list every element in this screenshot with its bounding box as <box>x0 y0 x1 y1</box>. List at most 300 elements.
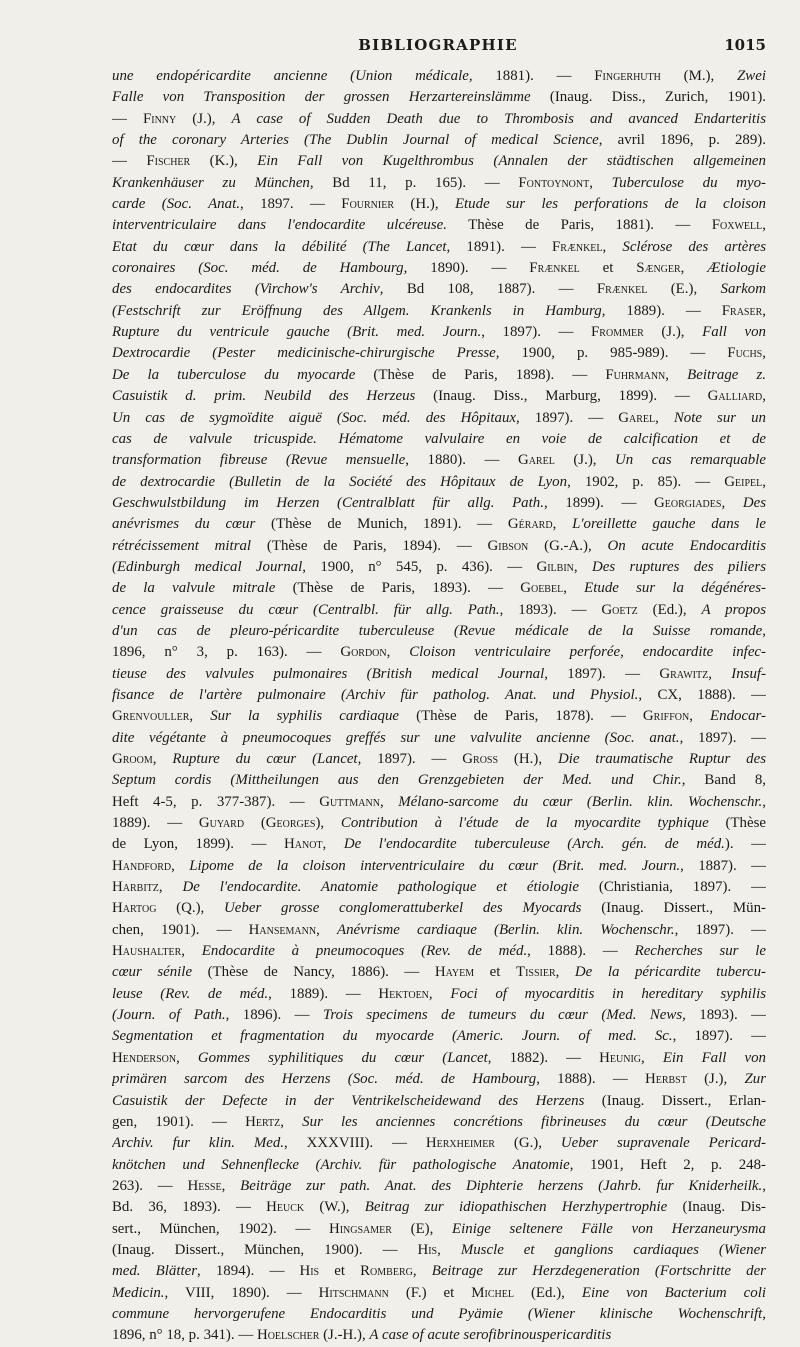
author-name: Hartog <box>112 900 157 917</box>
citation-detail: — <box>112 110 143 127</box>
author-name: Goetz <box>601 601 638 618</box>
citation-detail: , <box>762 302 766 319</box>
author-name: Fraser <box>721 302 763 319</box>
citation-detail: , <box>762 1305 766 1322</box>
text-line <box>112 258 766 279</box>
text-line <box>112 472 766 493</box>
citation-detail: , 1893). — <box>499 601 602 618</box>
work-title: Medicin. <box>112 1284 165 1301</box>
citation-detail: , <box>280 1113 303 1130</box>
author-name: Georgiades <box>654 494 722 511</box>
page-header <box>110 36 766 60</box>
author-name: Hektoen <box>378 985 429 1002</box>
work-title: de la valvule mitrale <box>112 580 276 597</box>
citation-detail: (Ed.), <box>513 1284 582 1301</box>
citation-detail: (J.-H.), <box>319 1327 370 1344</box>
citation-detail: , 1897). — <box>672 1028 766 1045</box>
citation-detail: (E.), <box>647 281 721 298</box>
text-line <box>112 1219 766 1240</box>
author-name: Frænkel <box>529 260 580 277</box>
citation-detail: , 1897). — <box>481 324 592 341</box>
text-line <box>112 1048 766 1069</box>
work-title: De l'endocardite. Anatomie pathologique et étiologie <box>182 879 580 896</box>
work-title: Archiv. fur klin. Med. <box>112 1135 285 1152</box>
work-title: Beitrage z. <box>687 366 766 383</box>
citation-detail: (J.), <box>176 110 232 127</box>
text-line <box>112 728 766 749</box>
work-title: On acute Endocarditis <box>607 537 766 554</box>
work-title: Sur les anciennes concrétions fibrineuses du cœur (Deutsche <box>302 1113 766 1130</box>
citation-detail: (Inaug. Dissert., Erlan- <box>584 1092 766 1109</box>
work-title: une endopéricardite ancienne (Union médicale, <box>112 68 496 84</box>
work-title: L'oreillette gauche dans le <box>572 516 766 533</box>
citation-detail: , <box>680 260 708 277</box>
citation-detail: (Thèse de Munich, 1891). — <box>255 516 508 533</box>
text-line <box>112 130 766 151</box>
citation-detail: , <box>762 1177 766 1194</box>
citation-detail: (Thèse de Paris, 1894). — <box>251 537 488 554</box>
author-name: Herbst <box>644 1071 687 1088</box>
work-title: A case of acute serofibrinouspericarditis <box>369 1327 612 1344</box>
text-line <box>112 429 766 450</box>
work-title: Sur la syphilis cardiaque <box>210 708 400 725</box>
citation-detail: , <box>181 943 202 960</box>
work-title: Die traumatische Ruptur des <box>557 751 766 767</box>
work-title: A propos <box>701 601 766 618</box>
author-name: Handford <box>112 857 172 874</box>
author-name: Groom <box>112 751 153 767</box>
text-line <box>112 279 766 300</box>
text-line <box>112 1133 766 1154</box>
text-line <box>112 1283 766 1304</box>
citation-detail: (Inaug. Dis- <box>667 1199 766 1216</box>
author-name: Sænger <box>636 260 681 277</box>
text-line <box>112 792 766 813</box>
citation-detail: , <box>428 985 451 1002</box>
work-title: Etude sur la dégénéres- <box>584 580 766 597</box>
citation-detail: (Inaug. Dissert., Mün- <box>581 900 766 917</box>
work-title: coronaires (Soc. méd. de Hambourg <box>112 260 404 277</box>
citation-detail: (Q.), <box>156 900 225 917</box>
author-name: Gérard <box>507 516 553 533</box>
citation-detail: (K.), <box>190 153 258 170</box>
work-title: (Festschrift zur Eröffnung des Allgem. Krankenls in Hamburg <box>112 302 602 319</box>
text-line <box>112 365 766 386</box>
author-name: Heuck <box>266 1199 305 1216</box>
work-title: Muscle et ganglions cardiaques (Wiener <box>460 1241 766 1258</box>
page-number: 1015 <box>724 36 766 54</box>
citation-detail: , Band 8, <box>681 772 766 789</box>
work-title: Casuistik der Defecte in der Ventrikelscheidewand des Herzens <box>112 1092 585 1109</box>
text-line <box>112 173 766 194</box>
author-name: Fuchs <box>727 345 763 362</box>
work-title: (Edinburgh medical Journal <box>112 558 303 575</box>
author-name: Harbitz <box>112 879 159 896</box>
citation-detail: de Lyon, 1899). — <box>112 836 284 853</box>
citation-detail: , 1896). — <box>225 1007 323 1024</box>
work-title: Tuberculose du myo- <box>611 174 766 191</box>
work-title: des endocardites (Virchow's Archiv <box>112 281 380 298</box>
citation-detail: , 1897). — <box>544 665 660 682</box>
text-line <box>112 1005 766 1026</box>
citation-detail: , 1889). — <box>601 302 722 319</box>
work-title: De la tuberculose du myocarde <box>112 366 356 383</box>
text-line <box>112 1197 766 1218</box>
work-title: Anévrisme cardiaque (Berlin. klin. Wochenschr. <box>337 921 675 938</box>
citation-detail: , <box>563 580 585 597</box>
citation-detail: , <box>762 793 766 810</box>
citation-detail: , <box>176 1049 198 1066</box>
author-name: Frommer <box>591 324 644 341</box>
text-line <box>112 1325 766 1346</box>
citation-detail: , 1882). — <box>487 1049 600 1066</box>
citation-detail: , <box>171 857 190 874</box>
text-line <box>112 664 766 685</box>
citation-detail: , <box>386 644 410 661</box>
citation-detail: Bd. 36, 1893). — <box>112 1199 267 1216</box>
text-line <box>112 343 766 364</box>
citation-detail: , 1899). — <box>543 494 655 511</box>
work-title: primären sarcom des Herzens (Soc. méd. de Hambourg <box>112 1071 537 1088</box>
author-name: Frænkel <box>596 281 648 298</box>
author-name: Hitschmann <box>318 1284 389 1301</box>
citation-detail: , <box>437 1241 461 1258</box>
text-line <box>112 813 766 834</box>
citation-detail: (M.), <box>660 68 738 84</box>
citation-detail: (Thèse <box>708 815 766 832</box>
citation-detail: , <box>322 836 344 853</box>
work-title: fisance de l'artère pulmonaire (Archiv für patholog. Anat. und Physiol. <box>112 686 639 703</box>
work-title: Recherches sur le <box>634 943 766 960</box>
citation-detail: , 1893). — <box>682 1007 766 1024</box>
text-line <box>112 685 766 706</box>
author-name: Geipel <box>724 473 763 490</box>
work-title: Insuf- <box>731 665 766 682</box>
citation-detail: (Ed.), <box>637 601 702 618</box>
citation-detail: , <box>721 494 743 511</box>
author-name: Hanot <box>284 836 323 853</box>
text-line <box>112 600 766 621</box>
author-name: Gross <box>462 751 499 767</box>
author-name: Hingsamer <box>328 1220 392 1237</box>
author-name: Fingerhuth <box>594 68 661 84</box>
citation-detail: , <box>762 388 766 405</box>
citation-detail: , 1887). — <box>680 857 766 874</box>
citation-detail: , 1900, n° 545, p. 436). — <box>302 558 537 575</box>
work-title: Beitrage zur Herzdegeneration (Fortschritte der <box>431 1263 766 1280</box>
work-title: Zwei <box>737 68 766 84</box>
work-title: Mélano-sarcome du cœur (Berlin. klin. Wochenschr. <box>398 793 763 810</box>
text-line <box>112 1069 766 1090</box>
citation-detail: et <box>474 964 516 981</box>
author-name: Finny <box>142 110 177 127</box>
work-title: Ætiologie <box>707 260 766 277</box>
work-title: rétrécissement mitral <box>112 537 252 554</box>
text-line <box>112 557 766 578</box>
work-title: Fall von <box>702 324 766 341</box>
citation-detail: , <box>641 1049 663 1066</box>
text-line <box>112 941 766 962</box>
citation-detail: , 1894). — <box>197 1263 300 1280</box>
text-line <box>112 898 766 919</box>
author-name: Hesse <box>187 1177 222 1194</box>
citation-detail: , <box>689 708 711 725</box>
work-title: of the coronary Arteries (The Dublin Journal of medical Science <box>112 132 599 149</box>
citation-detail: (Inaug. Dissert., München, 1900). — <box>112 1241 418 1258</box>
author-name: Tissier <box>515 964 556 981</box>
work-title: Contribution à l'étude de la myocardite typhique <box>340 815 709 832</box>
citation-detail: , avril 1896, p. 289). <box>598 132 766 149</box>
text-line <box>112 770 766 791</box>
citation-detail: , <box>762 622 766 639</box>
citation-detail: (Inaug. Diss., Zurich, 1901). <box>530 89 766 106</box>
citation-detail: , <box>316 921 337 938</box>
citation-detail: , 1888). — <box>527 943 635 960</box>
author-name: Grenvouller <box>112 708 190 725</box>
work-title: de dextrocardie (Bulletin de la Société des Hôpitaux de Lyon <box>112 473 568 490</box>
work-title: Segmentation et fragmentation du myocarde (Americ. Journ. of med. Sc. <box>112 1028 673 1045</box>
text-line <box>112 1261 766 1282</box>
work-title: Ueber grosse conglomerattuberkel des Myocards <box>224 900 582 917</box>
text-line <box>112 322 766 343</box>
work-title: Einige seltenere Fälle von Herzaneurysma <box>452 1220 766 1237</box>
work-title: dite végétante à pneumocoques greffés sur une valvulite ancienne (Soc. anat. <box>112 729 680 746</box>
author-name: Henderson <box>112 1049 177 1066</box>
work-title: med. Blätter <box>112 1263 198 1280</box>
citation-detail: (J.), <box>643 324 703 341</box>
work-title: Ueber supravenale Pericard- <box>560 1135 766 1152</box>
author-name: Guttmann <box>319 793 380 810</box>
work-title: Gommes syphilitiques du cœur (Lancet <box>197 1049 488 1066</box>
work-title: anévrismes du cœur <box>112 516 256 533</box>
text-line <box>112 834 766 855</box>
work-title: tieuse des valvules pulmonaires (British medical Journal <box>112 665 545 682</box>
author-name: Hayem <box>434 964 475 981</box>
text-line <box>112 536 766 557</box>
text-line <box>112 1176 766 1197</box>
citation-detail: , <box>573 558 592 575</box>
text-line <box>112 984 766 1005</box>
citation-detail: , 1902, p. 85). — <box>567 473 725 490</box>
text-line <box>112 215 766 236</box>
text-line <box>112 301 766 322</box>
citation-detail: (E), <box>391 1220 453 1237</box>
author-name: Garel <box>618 409 656 426</box>
text-line <box>112 1155 766 1176</box>
work-title: cœur sénile <box>112 964 193 981</box>
work-title: Ein Fall von Kugelthrombus (Annalen der städtischen allgemeinen <box>257 153 766 170</box>
text-line <box>112 642 766 663</box>
citation-detail: chen, 1901). — <box>112 921 249 938</box>
citation-detail: , 1888). — <box>536 1071 645 1088</box>
citation-detail: , Bd 11, p. 165). — <box>309 174 519 191</box>
citation-detail: Heft 4-5, p. 377-387). — <box>112 793 320 810</box>
text-line <box>112 386 766 407</box>
work-title: Cloison ventriculaire perforée, endocardite infec- <box>409 644 766 661</box>
citation-detail: (Inaug. Diss., Marburg, 1899). — <box>415 388 708 405</box>
author-name: Michel <box>471 1284 514 1301</box>
text-line <box>112 621 766 642</box>
work-title: d'un cas de pleuro-péricardite tuberculeuse (Revue médicale de la Suisse romande <box>112 622 763 639</box>
work-title: (Journ. of Path. <box>112 1007 226 1024</box>
citation-detail: , <box>412 1263 432 1280</box>
author-name: Fontoynont <box>518 174 590 191</box>
text-line <box>112 408 766 429</box>
work-title: Foci of myocarditis in hereditary syphilis <box>450 985 766 1002</box>
author-name: Garel <box>517 452 555 469</box>
citation-detail: (J.), <box>554 452 616 469</box>
citation-detail: (J.), <box>686 1071 745 1088</box>
citation-detail: , <box>555 964 575 981</box>
citation-detail: gen, 1901). — <box>112 1113 246 1130</box>
work-title: Des ruptures des piliers <box>591 558 766 575</box>
citation-detail: , <box>655 409 674 426</box>
work-title: Sclérose des artères <box>622 238 766 255</box>
work-title: leuse (Rev. de méd. <box>112 985 269 1002</box>
citation-detail: , <box>189 708 211 725</box>
author-name: Gilbin <box>536 558 574 575</box>
text-line <box>112 749 766 770</box>
citation-detail: , 1897. — <box>239 196 342 213</box>
author-name: Hertz <box>245 1113 281 1130</box>
work-title: Un cas de sygmoïdite aiguë (Soc. méd. des Hôpitaux <box>112 409 517 426</box>
citation-detail: , 1897). — <box>674 921 766 938</box>
bibliography-text <box>112 66 766 1347</box>
author-name: His <box>417 1241 438 1258</box>
text-line <box>112 194 766 215</box>
citation-detail: , <box>158 879 183 896</box>
citation-detail: 1896, n° 18, p. 341). — <box>112 1327 257 1344</box>
text-line <box>112 1091 766 1112</box>
author-name: Hansemann <box>248 921 317 938</box>
work-title: Lipome de la cloison interventriculaire du cœur (Brit. med. Journ. <box>189 857 681 874</box>
text-line <box>112 514 766 535</box>
text-line <box>112 151 766 172</box>
citation-detail: , XXXVIII). — <box>284 1135 426 1152</box>
work-title: Geschwulstbildung im Herzen (Centralblatt für allg. Path. <box>112 494 544 511</box>
author-name: Galliard <box>707 388 763 405</box>
author-name: Romberg <box>360 1263 413 1280</box>
work-title: transformation fibreuse (Revue mensuelle <box>112 452 406 469</box>
citation-detail: , Bd 108, 1887). — <box>379 281 597 298</box>
citation-detail: (F.) et <box>388 1284 472 1301</box>
citation-detail: (Thèse de Paris, 1878). — <box>399 708 643 725</box>
citation-detail: (G.-A.), <box>528 537 608 554</box>
work-title: Dextrocardie (Pester medicinische-chirurgische Presse <box>112 345 496 362</box>
citation-detail: , VIII, 1890). — <box>164 1284 319 1301</box>
citation-detail: (Christiania, 1897). — <box>579 879 766 896</box>
citation-detail: (H.), <box>498 751 558 767</box>
text-line <box>112 962 766 983</box>
work-title: Krankenhäuser zu München <box>112 174 310 191</box>
author-name: Georges <box>265 815 316 832</box>
text-line <box>112 66 766 87</box>
citation-detail: ( <box>244 815 266 832</box>
citation-detail: (Thèse de Nancy, 1886). — <box>192 964 435 981</box>
author-name: Fournier <box>341 196 395 213</box>
citation-detail: , <box>221 1177 241 1194</box>
work-title: A case of Sudden Death due to Thrombosis and avanced Endarteritis <box>231 110 766 127</box>
citation-detail: , <box>589 174 612 191</box>
text-line <box>112 1026 766 1047</box>
text-line <box>112 1240 766 1261</box>
work-title: cence graisseuse du cœur (Centralbl. für allg. Path. <box>112 601 500 618</box>
work-title: Rupture du cœur (Lancet <box>172 751 358 767</box>
citation-detail: , <box>708 665 732 682</box>
author-name: Grawitz <box>659 665 709 682</box>
citation-detail: (G.), <box>494 1135 561 1152</box>
author-name: Goebel <box>520 580 564 597</box>
citation-detail: , 1901, Heft 2, p. 248- <box>569 1156 766 1173</box>
work-title: commune hervorgerufene Endocarditis und Pyämie (Wiener klinische Wochenschrift <box>112 1305 763 1322</box>
text-line <box>112 493 766 514</box>
work-title: Ein Fall von <box>662 1049 766 1066</box>
work-title: Etat du cœur dans la débilité (The Lancet <box>112 238 447 255</box>
citation-detail: , 1880). — <box>405 452 518 469</box>
citation-detail: 1881). — <box>495 68 595 84</box>
citation-detail: , 1890). — <box>403 260 530 277</box>
author-name: Hoelscher <box>256 1327 320 1344</box>
author-name: Gordon <box>340 644 387 661</box>
text-line <box>112 578 766 599</box>
citation-detail: , 1891). — <box>446 238 552 255</box>
citation-detail: 263). — <box>112 1177 188 1194</box>
work-title: interventriculaire dans l'endocardite ulcéreuse. <box>112 217 447 234</box>
work-title: carde (Soc. Anat. <box>112 196 240 213</box>
author-name: Fuhrmann <box>605 366 666 383</box>
work-title: Casuistik d. prim. Neubild des Herzeus <box>112 388 416 405</box>
work-title: Endocardite à pneumocoques (Rev. de méd. <box>201 943 528 960</box>
citation-detail: 1889). — <box>112 815 199 832</box>
text-line <box>112 1112 766 1133</box>
citation-detail: , <box>665 366 688 383</box>
citation-detail: , <box>379 793 399 810</box>
citation-detail: (Thèse de Paris, 1898). — <box>355 366 606 383</box>
work-title: Septum cordis (Mittheilungen aus den Grenzgebieten der Med. und Chir. <box>112 772 682 789</box>
author-name: Guyard <box>198 815 245 832</box>
work-title: Beitrag zur idiopathischen Herzhypertrophie <box>364 1199 668 1216</box>
work-title: cas de valvule tricuspide. Hématome valvulaire en voie de calcification et de <box>112 430 766 447</box>
citation-detail: , 1897). — <box>679 729 766 746</box>
citation-detail: sert., München, 1902). — <box>112 1220 329 1237</box>
text-line <box>112 109 766 130</box>
citation-detail: , CX, 1888). — <box>638 686 766 703</box>
citation-detail: 1896, n° 3, p. 163). — <box>112 644 341 661</box>
citation-detail: ). — <box>724 836 766 853</box>
citation-detail: et <box>579 260 637 277</box>
citation-detail: , 1889). — <box>268 985 379 1002</box>
work-title: Un cas remarquable <box>615 452 766 469</box>
citation-detail: , <box>152 751 173 767</box>
text-line <box>112 920 766 941</box>
citation-detail: — <box>112 153 147 170</box>
author-name: Foxwell <box>711 217 763 234</box>
author-name: His <box>299 1263 320 1280</box>
author-name: Haushalter <box>112 943 182 960</box>
citation-detail: , 1897). — <box>516 409 619 426</box>
work-title: Etude sur les perforations de la cloison <box>454 196 766 213</box>
author-name: Griffon <box>642 708 690 725</box>
running-title: BIBLIOGRAPHIE <box>358 36 518 54</box>
work-title: Sarkom <box>720 281 766 298</box>
author-name: Herxheimer <box>425 1135 495 1152</box>
text-line <box>112 237 766 258</box>
author-name: Heunig <box>599 1049 641 1066</box>
citation-detail: , 1900, p. 985-989). — <box>495 345 728 362</box>
citation-detail: ), <box>315 815 341 832</box>
citation-detail: , <box>602 238 623 255</box>
text-line <box>112 706 766 727</box>
